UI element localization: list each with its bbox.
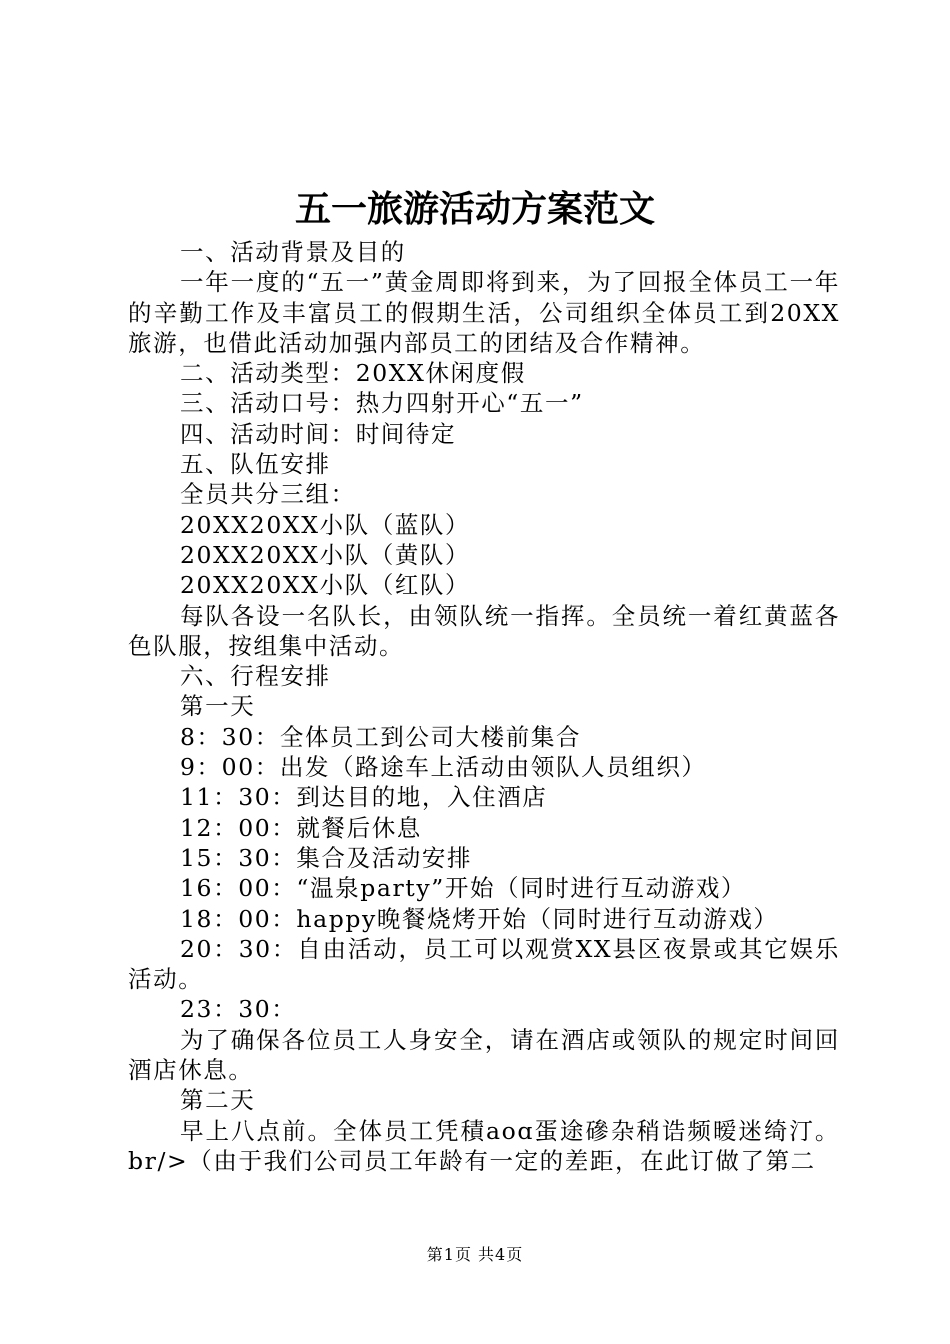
paragraph: 三、活动口号：热力四射开心“五一” — [180, 389, 584, 418]
paragraph: 12：00：就餐后休息 — [180, 813, 422, 842]
paragraph: 每队各设一名队长，由领队统一指挥。全员统一着红黄蓝各色队服，按组集中活动。 — [128, 601, 840, 660]
paragraph: 16：00：“温泉party”开始（同时进行互动游戏） — [180, 874, 747, 903]
paragraph: 20XX20XX小队（红队） — [180, 571, 471, 600]
paragraph: 六、行程安排 — [180, 662, 331, 691]
paragraph: 11：30：到达目的地，入住酒店 — [180, 783, 548, 812]
paragraph: 早上八点前。全体员工凭積aoɑ蛋途磣杂稍诰频暧迷绮汀。br/>（由于我们公司员工年龄有一定的差距，在此订做了第二 — [128, 1116, 840, 1175]
paragraph: 20XX20XX小队（黄队） — [180, 540, 471, 569]
paragraph: 五、队伍安排 — [180, 450, 331, 479]
paragraph: 一、活动背景及目的 — [180, 238, 406, 266]
page-footer: 第1页 共4页 — [426, 1245, 524, 1264]
paragraph: 第二天 — [180, 1086, 256, 1115]
paragraph: 8：30：全体员工到公司大楼前集合 — [180, 722, 582, 751]
paragraph: 20XX20XX小队（蓝队） — [180, 510, 471, 539]
paragraph: 全员共分三组： — [180, 480, 356, 509]
document-title: 五一旅游活动方案范文 — [294, 188, 655, 230]
paragraph: 二、活动类型：20XX休闲度假 — [180, 359, 526, 388]
paragraph: 第一天 — [180, 692, 256, 721]
paragraph: 15：30：集合及活动安排 — [180, 843, 473, 872]
paragraph: 9：00：出发（路途车上活动由领队人员组织） — [180, 753, 707, 782]
paragraph: 23：30： — [180, 995, 297, 1024]
document-body — [128, 237, 840, 1176]
paragraph: 20：30：自由活动，员工可以观赏XX县区夜景或其它娱乐活动。 — [128, 934, 840, 994]
paragraph: 一年一度的“五一”黄金周即将到来，为了回报全体员工一年的辛勤工作及丰富员工的假期生活，公司组织全体员工到20XX旅游，也借此活动加强内部员工的团结及合作精神。 — [128, 268, 840, 357]
paragraph: 四、活动时间：时间待定 — [180, 419, 457, 448]
paragraph: 18：00：happy晚餐烧烤开始（同时进行互动游戏） — [180, 904, 779, 933]
paragraph: 为了确保各位员工人身安全，请在酒店或领队的规定时间回酒店休息。 — [128, 1025, 840, 1085]
